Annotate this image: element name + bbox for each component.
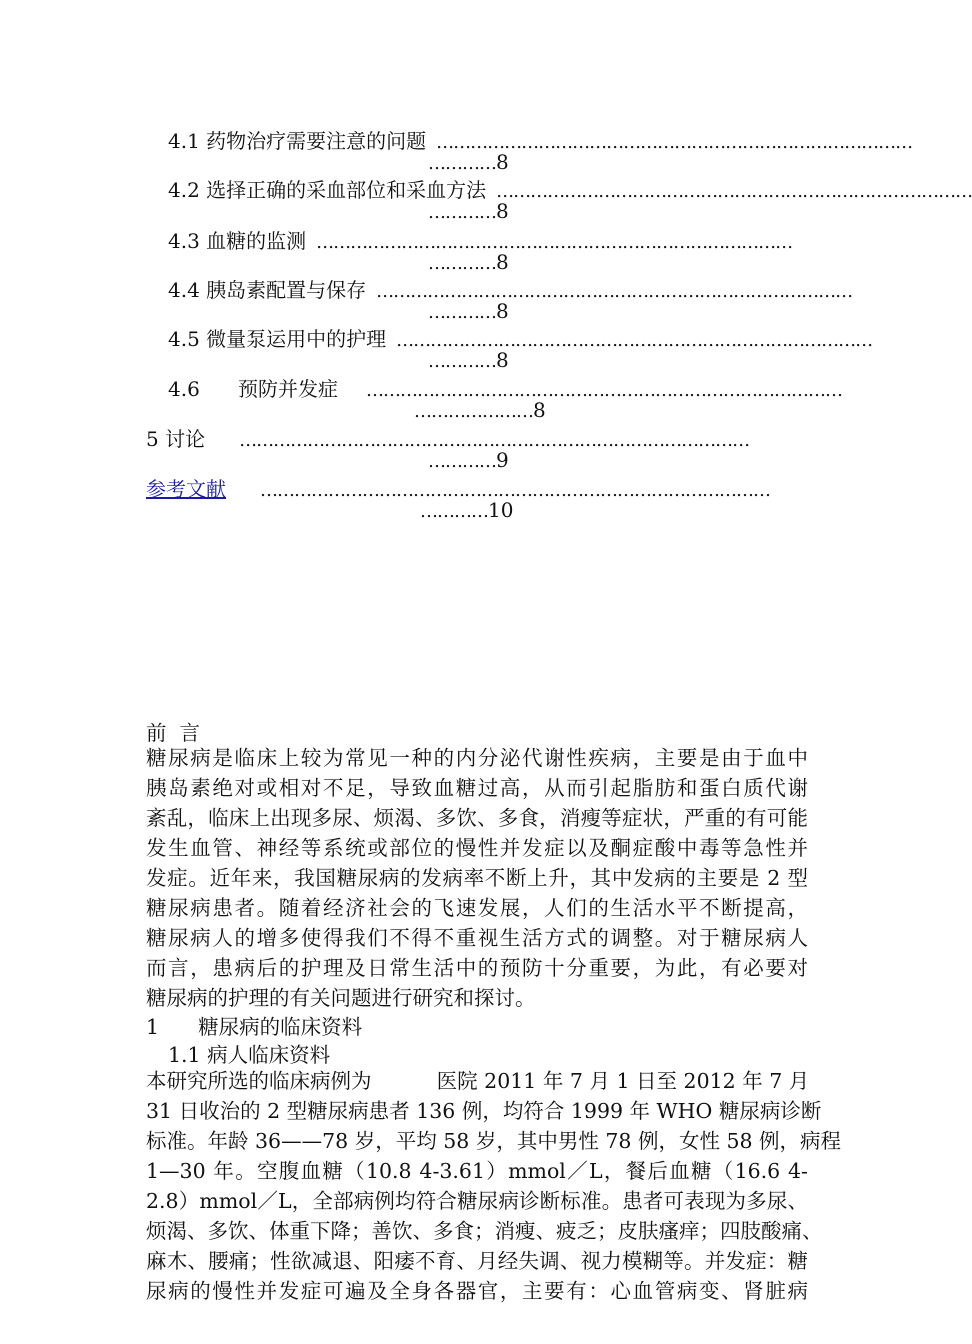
body-line: 本研究所选的临床病例为 医院 2011 年 7 月 1 日至 2012 年 7 月 <box>146 1069 810 1093</box>
toc-label: 4.5 微量泵运用中的护理 <box>168 327 387 351</box>
toc-page-line: …………9 <box>428 448 509 472</box>
preface-line: 紊乱，临床上出现多尿、烦渴、多饮、多食，消瘦等症状，严重的有可能 <box>146 806 808 830</box>
preface-line: 而言，患病后的护理及日常生活中的预防十分重要，为此，有必要对 <box>146 956 808 980</box>
body-line: 麻木、腰痛；性欲减退、阳痿不育、月经失调、视力模糊等。并发症：糖 <box>146 1249 808 1273</box>
body-line: 1—30 年。空腹血糖（10.8 4-3.61）mmol／L，餐后血糖（16.6 4- <box>146 1159 808 1183</box>
toc-label: 5 讨论 <box>146 427 206 451</box>
preface-line: 糖尿病患者。随着经济社会的飞速发展，人们的生活水平不断提高， <box>146 896 808 920</box>
references-link[interactable]: 参考文献 <box>146 477 226 501</box>
toc-page-number: 8 <box>496 348 509 372</box>
toc-label: 4.3 血糖的监测 <box>168 229 307 253</box>
toc-leader: ………………………………………………………………………… <box>396 330 873 351</box>
toc-page-line: …………8 <box>428 150 509 174</box>
body-line: 尿病的慢性并发症可遍及全身各器官，主要有：心血管病变、肾脏病 <box>146 1279 808 1303</box>
toc-leader: ………………………………………………………………………… <box>316 232 793 253</box>
body-line: 烦渴、多饮、体重下降；善饮、多食；消瘦、疲乏；皮肤瘙痒；四肢酸痛、 <box>146 1219 823 1243</box>
toc-entry-5[interactable] <box>146 423 803 449</box>
toc-entry-4-2[interactable] <box>168 174 972 202</box>
toc-entry-4-1[interactable] <box>168 125 913 153</box>
toc-label: 4.1 药物治疗需要注意的问题 <box>168 129 427 153</box>
toc-entry-4-4[interactable] <box>168 274 853 302</box>
toc-entry-references[interactable] <box>146 473 803 499</box>
toc-page-number: 8 <box>496 299 509 323</box>
toc-page-number: 8 <box>496 250 509 274</box>
toc-label: 4.6 预防并发症 <box>168 377 338 401</box>
preface-heading: 前 言 <box>146 721 201 745</box>
toc-page-line: …………8 <box>428 250 509 274</box>
toc-page-number: 10 <box>488 498 514 522</box>
toc-page-number: 8 <box>496 199 509 223</box>
toc-page-line: …………8 <box>428 348 509 372</box>
section-heading: 1 糖尿病的临床资料 <box>146 1015 363 1039</box>
toc-leader: ………………………………………………………………………… <box>376 281 853 302</box>
toc-leader: ………………………………………………………………………… <box>365 380 842 401</box>
subsection-heading: 1.1 病人临床资料 <box>168 1043 331 1067</box>
toc-leader: ……………………………………………………………………………… <box>260 480 770 501</box>
toc-label: 4.2 选择正确的采血部位和采血方法 <box>168 178 487 202</box>
toc-entry-4-5[interactable] <box>168 323 873 351</box>
body-line: 31 日收治的 2 型糖尿病患者 136 例，均符合 1999 年 WHO 糖尿病诊断 <box>146 1099 822 1123</box>
toc-page-line: …………………8 <box>414 398 546 422</box>
toc-page-number: 8 <box>496 150 509 174</box>
toc-page-line: …………10 <box>420 498 514 522</box>
toc-entry-4-3[interactable] <box>168 225 803 251</box>
preface-line: 糖尿病人的增多使得我们不得不重视生活方式的调整。对于糖尿病人 <box>146 926 808 950</box>
toc-leader: ………………………………………………………………………… <box>436 132 913 153</box>
preface-line: 糖尿病的护理的有关问题进行研究和探讨。 <box>146 986 536 1010</box>
toc-page-number: 8 <box>533 398 546 422</box>
toc-page-number: 9 <box>496 448 509 472</box>
preface-line: 糖尿病是临床上较为常见一种的内分泌代谢性疾病，主要是由于血中 <box>146 746 808 770</box>
toc-leader: ……………………………………………………………………………… <box>239 430 750 451</box>
toc-leader: ………………………………………………………………………… <box>496 181 972 202</box>
toc-page-line: …………8 <box>428 199 509 223</box>
toc-page-line: …………8 <box>428 299 509 323</box>
preface-line: 发症。近年来，我国糖尿病的发病率不断上升，其中发病的主要是 2 型 <box>146 866 808 890</box>
preface-line: 发生血管、神经等系统或部位的慢性并发症以及酮症酸中毒等急性并 <box>146 836 808 860</box>
body-line: 2.8）mmol／L，全部病例均符合糖尿病诊断标准。患者可表现为多尿、 <box>146 1189 808 1213</box>
preface-line: 胰岛素绝对或相对不足，导致血糖过高，从而引起脂肪和蛋白质代谢 <box>146 776 808 800</box>
toc-label: 4.4 胰岛素配置与保存 <box>168 278 367 302</box>
toc-entry-4-6[interactable] <box>168 373 842 401</box>
body-line: 标准。年龄 36——78 岁，平均 58 岁，其中男性 78 例，女性 58 例，病程 <box>146 1129 842 1153</box>
